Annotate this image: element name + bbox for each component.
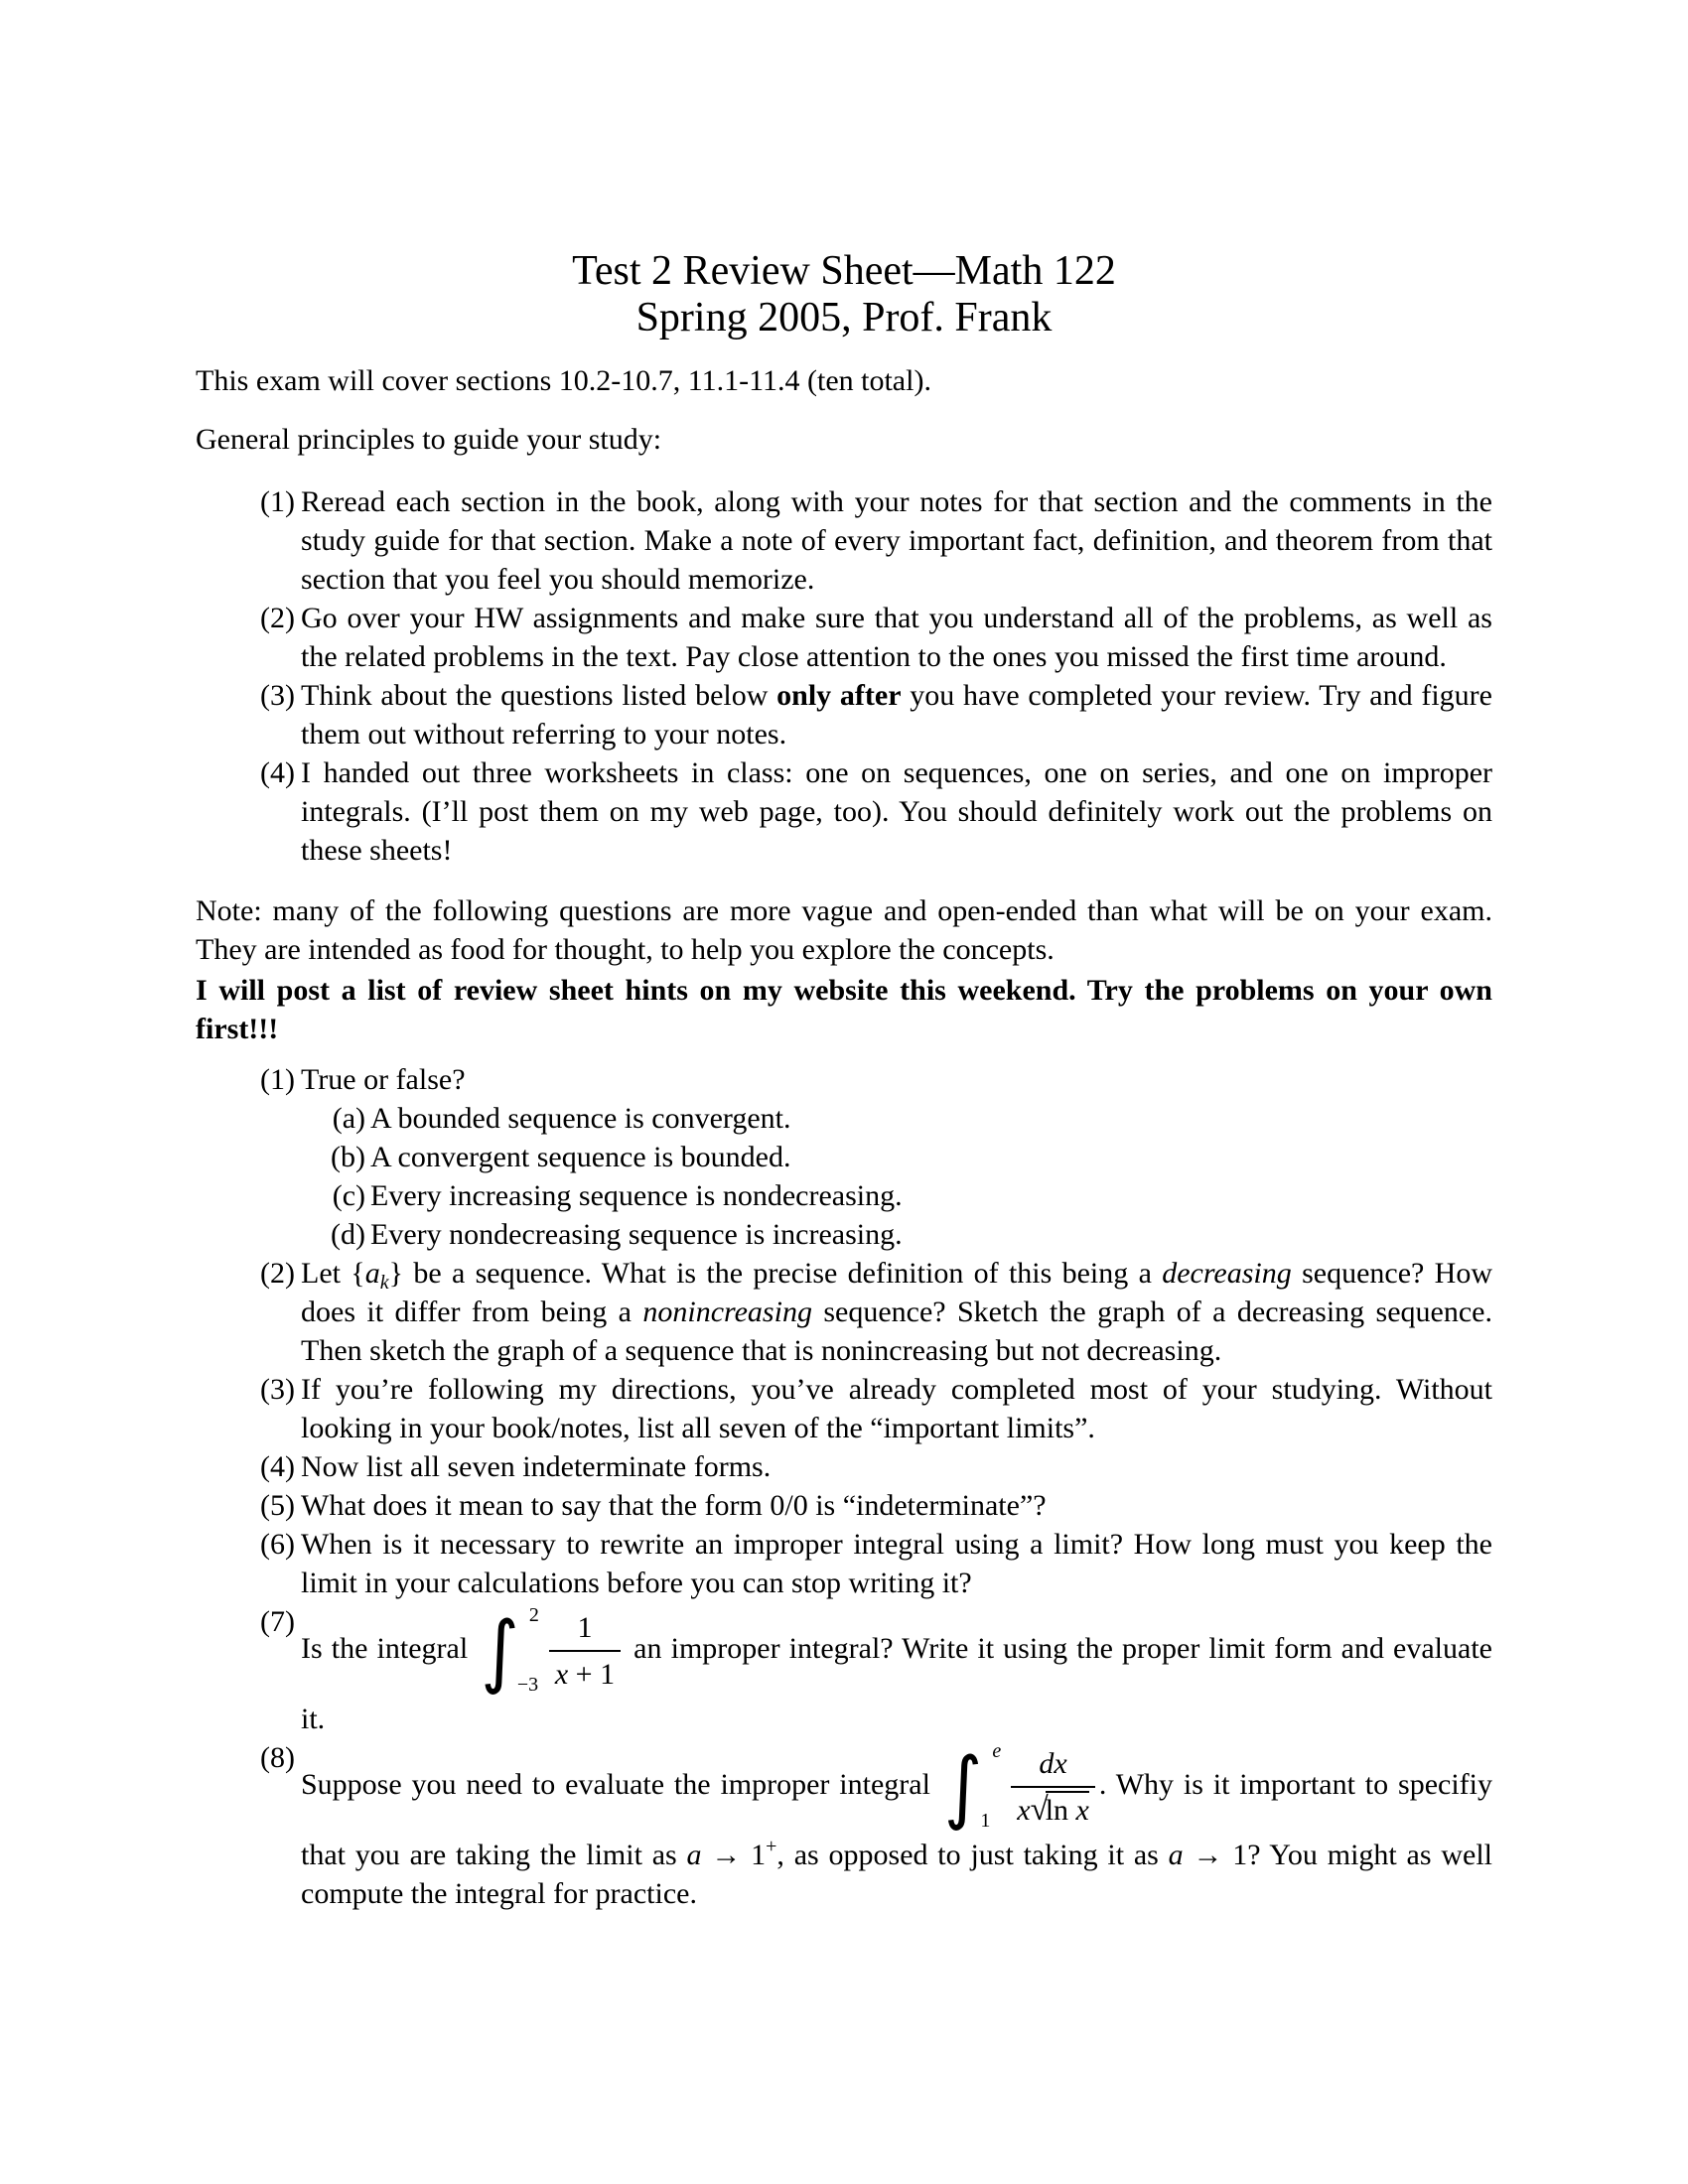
item-number: (4) [260,756,295,789]
principles-list [196,482,1492,870]
document-page [196,248,1492,1935]
item-text [301,676,1492,753]
math-variable: x [554,1658,569,1691]
integral-lower-limit: 1 [980,1810,991,1832]
text-segment: sequence? Sketch the graph of a decreasing sequence. Then sketch the graph of a sequence that is nonincreasing but not decreasing. [301,1296,1492,1367]
integral-sign: ∫ [481,1604,519,1698]
item-number: (8) [260,1741,295,1774]
item-text: When is it necessary to rewrite an improper integral using a limit? How long must you keep the limit in your calculations before you can stop writing it? [301,1528,1492,1599]
question-text: True or false? [301,1063,466,1096]
note-paragraph: Note: many of the following questions are more vague and open-ended than what will be on your exam. They are intended as food for thought, to help you explore the concepts. [196,894,1492,966]
question-item-5 [196,1486,1492,1525]
fraction-denominator [1011,1788,1095,1830]
text-segment: → 1? You might as well compute the integral for practice. [301,1839,1492,1910]
item-number: (a) [332,1102,365,1135]
math-variable: x [1017,1794,1031,1827]
item-number: (6) [260,1528,295,1561]
integral-sign: ∫ [943,1740,983,1834]
square-root [1031,1794,1089,1827]
item-text: I handed out three worksheets in class: one on sequences, one on series, and one on improper integrals. (I’ll post them on my web page, too). You should definitely work out the problems on these sheets! [301,756,1492,867]
fraction-denominator [549,1652,621,1694]
item-text [301,1738,1492,1913]
item-text: Every nondecreasing sequence is increasing. [370,1218,903,1251]
item-number: (c) [332,1179,365,1212]
fraction [549,1608,621,1694]
principle-item-2 [196,599,1492,676]
italic-emphasis: nonincreasing [642,1296,812,1328]
text-segment: Suppose you need to evaluate the improper integral [301,1767,940,1801]
principles-heading: General principles to guide your study: [196,423,662,456]
subitem-c [301,1176,1492,1215]
text-segment: . Why is it important to specifiy that you are taking the limit as [301,1767,1492,1871]
question-item-6 [196,1525,1492,1602]
subitem-a [301,1099,1492,1138]
fraction [1011,1744,1095,1830]
sqrt-radical: √ [1030,1792,1049,1828]
text-segment: Is the integral [301,1631,478,1665]
principle-item-1 [196,482,1492,599]
italic-emphasis: decreasing [1162,1257,1292,1290]
item-number: (1) [260,485,295,518]
integral-expression [481,1602,621,1700]
item-text: If you’re following my directions, you’ve already completed most of your studying. Without looking in your book/notes, list all seven of the “important limits”. [301,1373,1492,1444]
math-variable: a [364,1257,380,1290]
text-segment: + 1 [568,1658,616,1691]
true-false-sublist [301,1099,1492,1254]
question-item-7 [196,1602,1492,1738]
text-segment: Let { [301,1257,365,1290]
superscript: + [766,1836,777,1857]
question-item-4 [196,1447,1492,1486]
item-number: (1) [260,1063,295,1096]
subscript [380,1272,389,1294]
fraction-numerator: 1 [549,1608,621,1652]
title-line1: Test 2 Review Sheet—Math 122 [572,248,1116,294]
math-variable: k [379,1272,389,1294]
principle-item-4 [196,753,1492,870]
text-segment: you have completed your review. Try and figure them out without referring to your notes. [301,679,1492,751]
question-item-8 [196,1738,1492,1913]
document-title [196,248,1492,341]
item-text: Reread each section in the book, along with your notes for that section and the comments in the study guide for that section. Make a note of every important fact, definition, and theorem from that section that you feel you should memorize. [301,485,1492,596]
integral-limits [516,1602,539,1700]
item-text: What does it mean to say that the form 0/0 is “indeterminate”? [301,1489,1047,1522]
item-number: (5) [260,1489,295,1522]
item-text: Every increasing sequence is nondecreasing. [370,1179,903,1212]
item-text: A bounded sequence is convergent. [370,1102,791,1135]
text-segment: , as opposed to just taking it as [776,1839,1169,1871]
item-text: Now list all seven indeterminate forms. [301,1450,772,1483]
text-segment: → 1 [701,1839,767,1871]
math-variable: a [686,1839,702,1871]
sqrt-argument [1046,1791,1089,1827]
item-number: (2) [260,602,295,634]
coverage-paragraph: This exam will cover sections 10.2-10.7, 11.1-11.4 (ten total). [196,364,931,397]
question-item-1 [196,1060,1492,1254]
text-segment: ln [1045,1794,1076,1827]
item-number: (3) [260,679,295,712]
integral-upper-limit: e [992,1740,1002,1762]
bold-emphasis: only after [776,679,902,712]
item-number: (3) [260,1373,295,1406]
integral-limits [980,1738,1002,1836]
text-segment: Think about the questions listed below [301,679,777,712]
text-segment: } be a sequence. What is the precise definition of this being a [388,1257,1163,1290]
question-item-3 [196,1370,1492,1447]
title-line2: Spring 2005, Prof. Frank [635,295,1053,341]
item-text [301,1254,1492,1370]
integral-upper-limit: 2 [528,1604,539,1626]
item-text: A convergent sequence is bounded. [370,1141,791,1173]
integral-lower-limit: −3 [516,1674,539,1696]
text-segment: sequence? How does it differ from being a [301,1257,1492,1328]
subitem-b [301,1138,1492,1176]
item-number: (2) [260,1257,295,1290]
question-item-2 [196,1254,1492,1370]
item-text: Go over your HW assignments and make sure that you understand all of the problems, as well as the related problems in the text. Pay close attention to the ones you missed the first time around. [301,602,1492,673]
item-text [301,1060,1492,1254]
item-text [301,1602,1492,1738]
item-number: (4) [260,1450,295,1483]
fraction-numerator: dx [1011,1744,1095,1788]
questions-list [196,1060,1492,1913]
principle-item-3 [196,676,1492,753]
item-number: (b) [331,1141,365,1173]
hints-paragraph: I will post a list of review sheet hints on my website this weekend. Try the problems on your own first!!! [196,974,1492,1045]
text-segment: an improper integral? Write it using the proper limit form and evaluate it. [301,1631,1492,1735]
math-variable: x [1075,1794,1089,1827]
subitem-d [301,1215,1492,1254]
math-variable: a [1168,1839,1184,1871]
item-number: (7) [260,1605,295,1638]
item-number: (d) [331,1218,365,1251]
integral-expression [944,1738,1095,1836]
